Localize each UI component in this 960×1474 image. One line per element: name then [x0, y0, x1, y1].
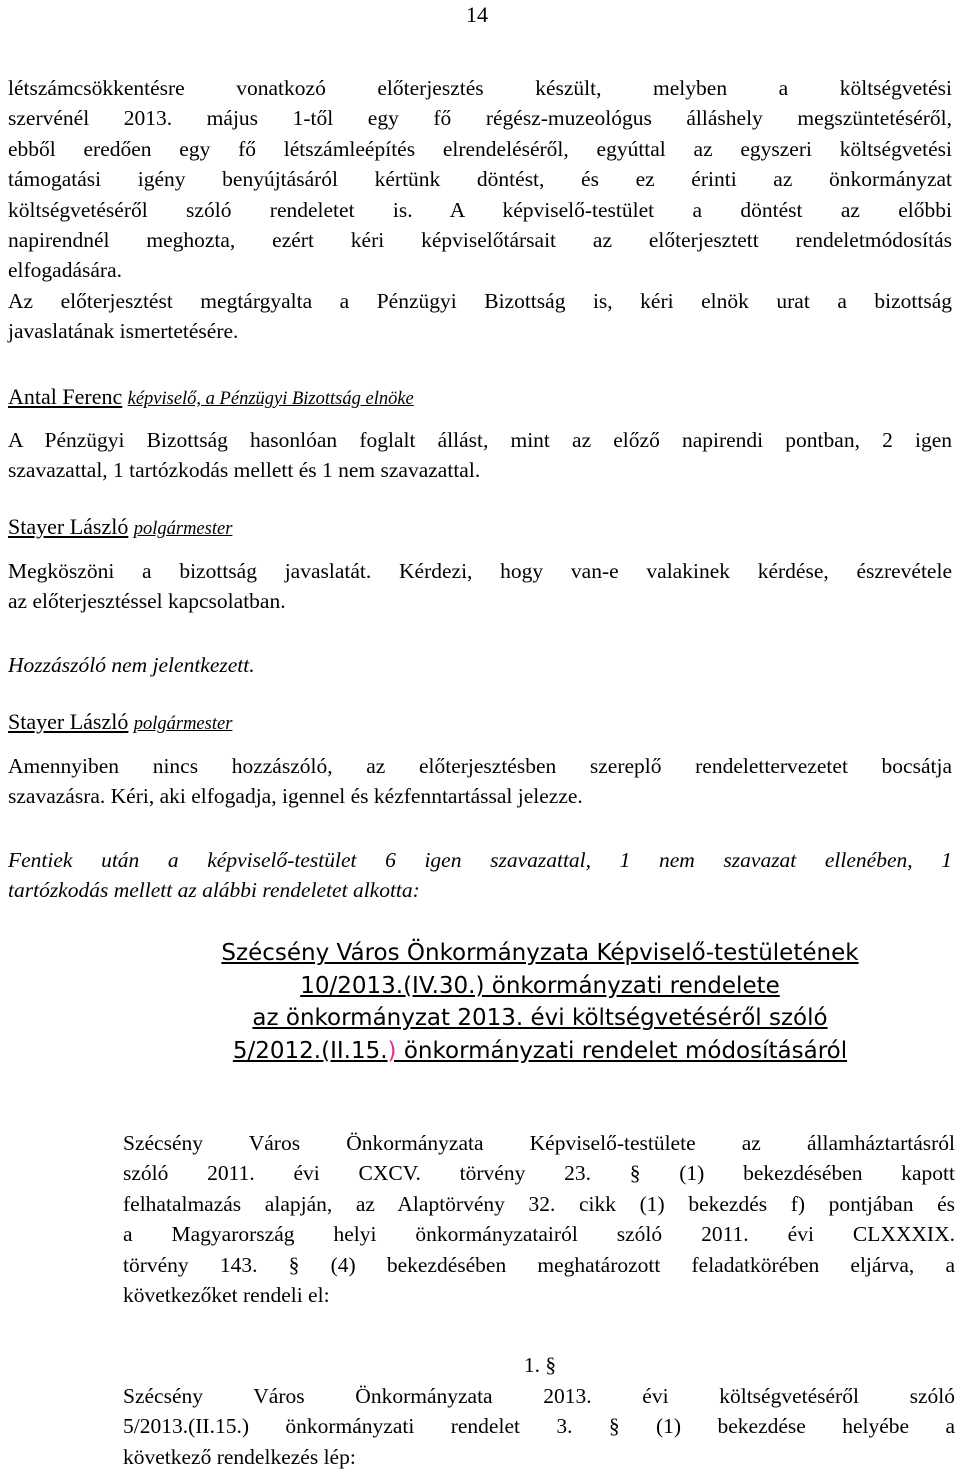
speaker-role: polgármester — [133, 714, 233, 734]
text-line: következőket rendeli el: — [123, 1283, 330, 1308]
speaker-name: Stayer László — [8, 514, 129, 539]
section-number: 1. § — [523, 1353, 557, 1377]
speaker-name: Stayer László — [8, 709, 129, 734]
page-number: 14 — [466, 2, 488, 27]
text-line: Fentiek után a képviselő-testület 6 igen szavazattal, 1 nem szavazat ellenében, 1 — [8, 848, 952, 872]
decree-title-part: 5/2012.(II.15. — [232, 1037, 388, 1064]
text-line: javaslatának ismertetésére. — [8, 319, 239, 344]
speaker-name: Antal Ferenc — [8, 384, 123, 409]
text-line: Szécsény Város Önkormányzata Képviselő-testülete az államháztartásról — [123, 1131, 955, 1155]
text-line: ebből eredően egy fő létszámleépítés elrendeléséről, egyúttal az egyszeri költségvetési — [8, 136, 952, 161]
text-line: felhatalmazás alapján, az Alaptörvény 32. cikk (1) bekezdés f) pontjában és — [123, 1191, 955, 1216]
text-line: napirendnél meghozta, ezért kéri képviselőtársait az előterjesztett rendeletmódosítás — [8, 228, 952, 253]
text-line: elfogadására. — [8, 258, 122, 283]
decree-title-mark: ) — [387, 1037, 397, 1064]
speaker-heading — [8, 382, 414, 414]
text-line: szavazásra. Kéri, aki elfogadja, igennel és kézfenntartással jelezze. — [8, 784, 583, 809]
preamble-paragraph — [123, 1128, 955, 1310]
intro-paragraph — [8, 73, 952, 347]
text-line: szavazattal, 1 tartózkodás mellett és 1 nem szavazattal. — [8, 458, 481, 483]
text-line: következő rendelkezés lép: — [123, 1444, 356, 1469]
text-line: szóló 2011. évi CXCV. törvény 23. § (1) bekezdésében kapott — [123, 1161, 955, 1186]
decree-title-line: az önkormányzat 2013. évi költségvetéséről szóló — [252, 1005, 828, 1031]
text-line: szervénél 2013. május 1-től egy fő régész-muzeológus álláshely megszüntetéséről, — [8, 106, 952, 131]
decree-title-line: Szécsény Város Önkormányzata Képviselő-testületének — [221, 940, 859, 966]
speech-paragraph — [8, 425, 952, 486]
text-line: az előterjesztéssel kapcsolatban. — [8, 589, 286, 614]
text-line: támogatási igény benyújtásáról kértünk döntést, és ez érinti az önkormányzat — [8, 167, 952, 192]
resolution-paragraph — [8, 845, 952, 906]
speaker-role: képviselő, a Pénzügyi Bizottság elnöke — [127, 389, 414, 409]
text-line: költségvetéséről szóló rendeletet is. A képviselő-testület a döntést az előbbi — [8, 197, 952, 222]
decree-title-part: önkormányzati rendelet módosításáról — [396, 1037, 848, 1064]
speech-paragraph — [8, 751, 952, 812]
decree-title-line — [0, 1035, 960, 1068]
no-speaker-note: Hozzászóló nem jelentkezett. — [8, 653, 255, 677]
text-line: a Magyarország helyi önkormányzatairól szóló 2011. évi CLXXXIX. — [123, 1222, 955, 1247]
decree-title — [0, 937, 960, 1067]
decree-title-line: 10/2013.(IV.30.) önkormányzati rendelete — [300, 972, 780, 999]
speaker-heading — [8, 512, 232, 544]
speech-paragraph — [8, 556, 952, 617]
text-line: 5/2013.(II.15.) önkormányzati rendelet 3. § (1) bekezdése helyébe a — [123, 1414, 955, 1439]
text-line: létszámcsökkentésre vonatkozó előterjesztés készült, melyben a költségvetési — [8, 76, 952, 100]
speaker-role: polgármester — [133, 519, 233, 539]
speaker-heading — [8, 707, 232, 739]
text-line: tartózkodás mellett az alábbi rendeletet alkotta: — [8, 878, 420, 903]
text-line: Szécsény Város Önkormányzata 2013. évi költségvetéséről szóló — [123, 1384, 955, 1408]
text-line: A Pénzügyi Bizottság hasonlóan foglalt állást, mint az előző napirendi pontban, 2 igen — [8, 428, 952, 452]
section-paragraph — [123, 1381, 955, 1472]
text-line: Amennyiben nincs hozzászóló, az előterjesztésben szereplő rendelettervezetet bocsátja — [8, 754, 952, 778]
text-line: törvény 143. § (4) bekezdésében meghatározott feladatkörében eljárva, a — [123, 1252, 955, 1277]
text-line: Az előterjesztést megtárgyalta a Pénzügyi Bizottság is, kéri elnök urat a bizottság — [8, 288, 952, 313]
text-line: Megköszöni a bizottság javaslatát. Kérdezi, hogy van-e valakinek kérdése, észrevétele — [8, 559, 952, 583]
